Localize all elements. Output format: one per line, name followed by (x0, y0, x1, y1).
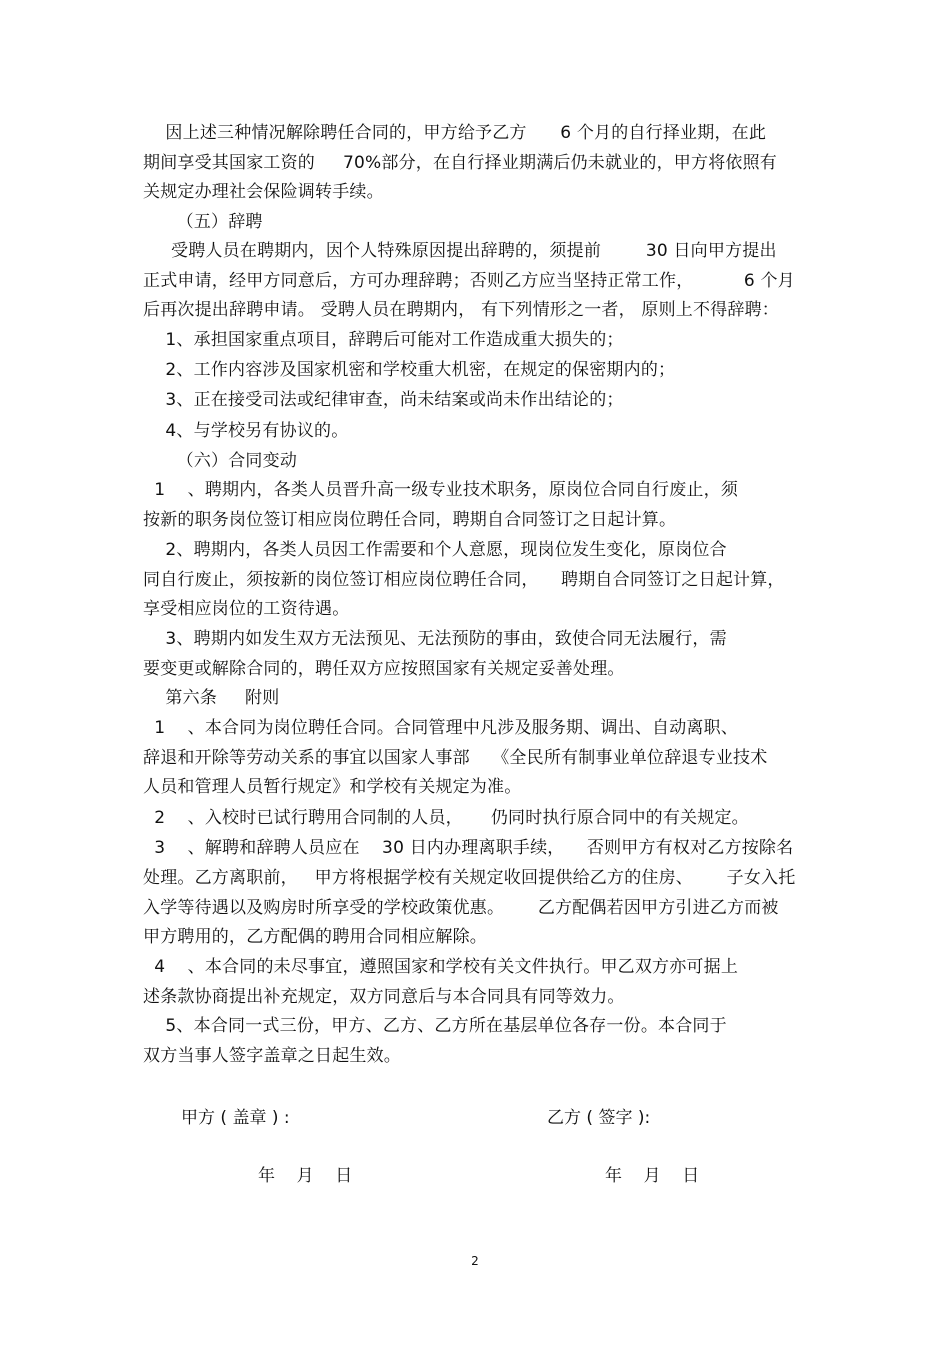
text-line: 按新的职务岗位签订相应岗位聘任合同，聘期自合同签订之日起计算。 (143, 510, 677, 530)
text-line: 2、工作内容涉及国家机密和学校重大机密，在规定的保密期内的； (143, 360, 676, 380)
text-line: 关规定办理社会保险调转手续。 (143, 182, 384, 202)
text-line: 3、聘期内如发生双方无法预见、无法预防的事由，致使合同无法履行，需 (143, 629, 727, 649)
text-line: 入学等待遇以及购房时所享受的学校政策优惠。 乙方配偶若因甲方引进乙方而被 (143, 898, 779, 918)
text-line: 同自行废止，须按新的岗位签订相应岗位聘任合同， 聘期自合同签订之日起计算， (143, 570, 785, 590)
text-line: 享受相应岗位的工资待遇。 (143, 599, 350, 619)
text-line: 后再次提出辞聘申请。 受聘人员在聘期内， 有下列情形之一者， 原则上不得辞聘： (143, 300, 780, 320)
page-number: 2 (471, 1254, 479, 1268)
party-b-signature-label: 乙方 ( 签字 ): (547, 1108, 651, 1128)
text-line: 因上述三种情况解除聘任合同的，甲方给予乙方 6 个月的自行择业期，在此 (143, 123, 767, 143)
text-line: （五）辞聘 (143, 212, 263, 232)
text-line: 2 、入校时已试行聘用合同制的人员， 仍同时执行原合同中的有关规定。 (143, 808, 749, 828)
text-line: 受聘人员在聘期内，因个人特殊原因提出辞聘的，须提前 30 日向甲方提出 (143, 241, 777, 261)
text-line: 4 、本合同的未尽事宜，遵照国家和学校有关文件执行。甲乙双方亦可据上 (143, 957, 739, 977)
text-line: 期间享受其国家工资的 70%部分，在自行择业期满后仍未就业的，甲方将依照有 (143, 153, 778, 173)
party-a-date: 年 月 日 (258, 1166, 353, 1186)
text-line: 述条款协商提出补充规定，双方同意后与本合同具有同等效力。 (143, 987, 625, 1007)
text-line: 甲方聘用的，乙方配偶的聘用合同相应解除。 (143, 927, 487, 947)
text-line: 处理。乙方离职前， 甲方将根据学校有关规定收回提供给乙方的住房、 子女入托 (143, 868, 796, 888)
text-line: 要变更或解除合同的，聘任双方应按照国家有关规定妥善处理。 (143, 659, 625, 679)
text-line: 1 、聘期内，各类人员晋升高一级专业技术职务，原岗位合同自行废止，须 (143, 480, 739, 500)
text-line: 1 、本合同为岗位聘任合同。合同管理中凡涉及服务期、调出、自动离职、 (143, 718, 739, 738)
text-line: 人员和管理人员暂行规定》和学校有关规定为准。 (143, 777, 522, 797)
text-line: 5、本合同一式三份，甲方、乙方、乙方所在基层单位各存一份。本合同于 (143, 1016, 727, 1036)
text-line: 3 、解聘和辞聘人员应在 30 日内办理离职手续， 否则甲方有权对乙方按除名 (143, 838, 794, 858)
text-line: （六）合同变动 (143, 451, 298, 471)
party-b-date: 年 月 日 (605, 1166, 700, 1186)
text-line: 正式申请，经甲方同意后，方可办理辞聘；否则乙方应当坚持正常工作， 6 个月 (143, 271, 795, 291)
party-a-seal-label: 甲方 ( 盖章 ) : (181, 1108, 290, 1128)
text-line: 4、与学校另有协议的。 (143, 421, 349, 441)
text-line: 双方当事人签字盖章之日起生效。 (143, 1046, 401, 1066)
text-line: 1、承担国家重点项目，辞聘后可能对工作造成重大损失的； (143, 330, 624, 350)
text-line: 第六条 附则 (143, 688, 280, 708)
text-line: 3、正在接受司法或纪律审查，尚未结案或尚未作出结论的； (143, 390, 624, 410)
text-line: 辞退和开除等劳动关系的事宜以国家人事部 《全民所有制事业单位辞退专业技术 (143, 748, 768, 768)
text-line: 2、聘期内，各类人员因工作需要和个人意愿，现岗位发生变化，原岗位合 (143, 540, 727, 560)
